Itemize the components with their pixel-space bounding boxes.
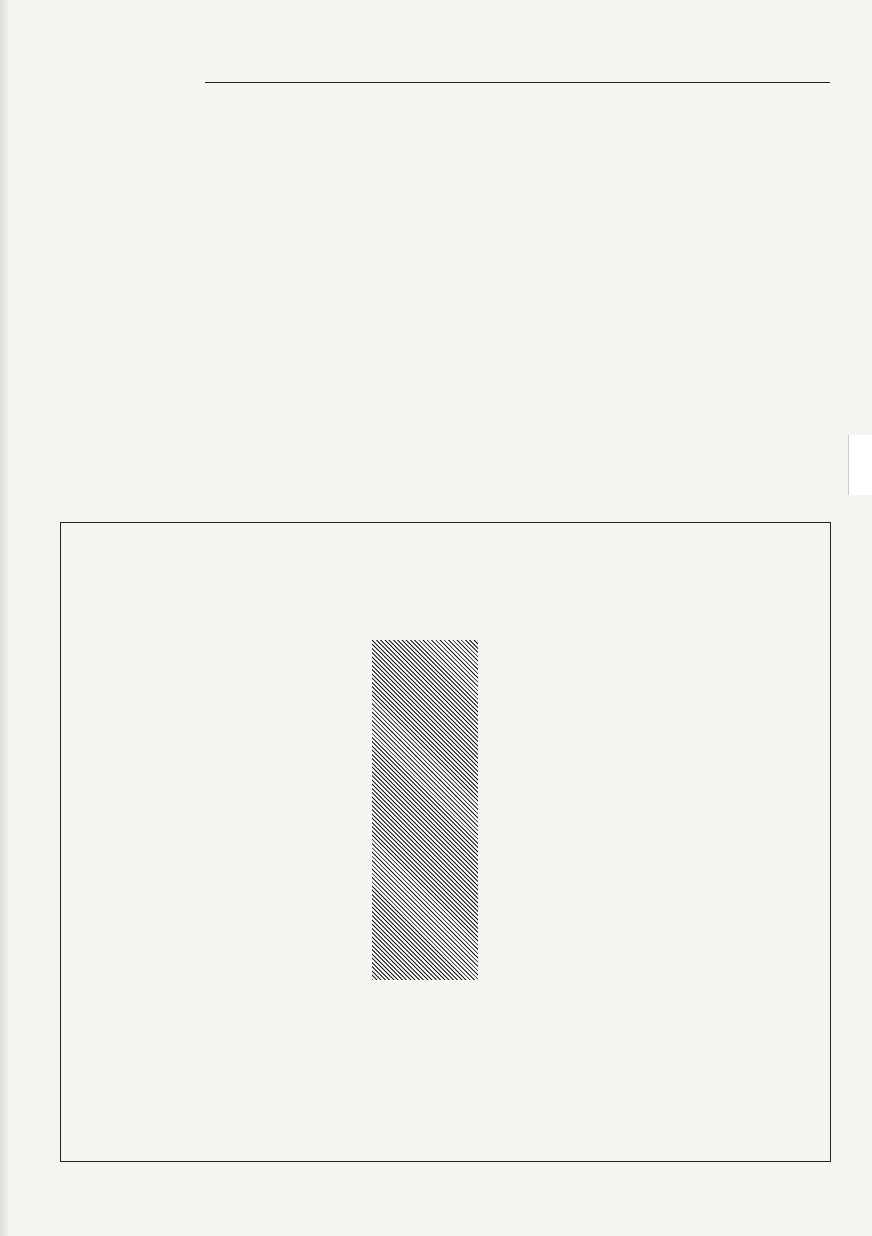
header-rule (205, 82, 830, 83)
scan-edge (0, 0, 10, 1236)
page-tab (848, 435, 872, 495)
bottom-article-body (66, 534, 726, 1154)
names-list (120, 305, 820, 505)
